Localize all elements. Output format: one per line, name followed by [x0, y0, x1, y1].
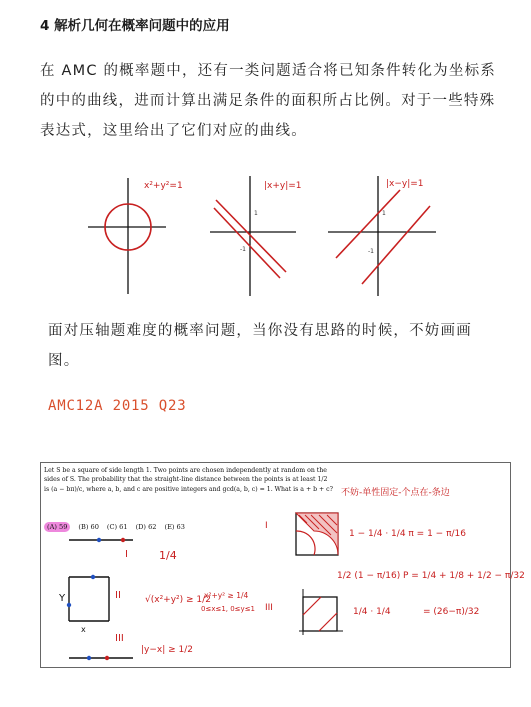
result-case-ii: 1/2 (1 − π/16): [337, 571, 401, 581]
section-heading: 4 解析几何在概率问题中的应用: [40, 18, 230, 34]
formula-case-ii: √(x²+y²) ≥ 1/2: [145, 595, 211, 605]
curve-sketches: [88, 172, 448, 300]
result-case-iii: 1/4 · 1/4: [353, 607, 391, 617]
condition-case-ii: x²+y² ≥ 1/4: [204, 591, 249, 600]
label-case-i: I: [125, 549, 128, 560]
choice-c: (C) 61: [106, 523, 128, 531]
curve-label-circle: x²+y²=1: [144, 181, 183, 191]
range-case-ii: 0≤x≤1, 0≤y≤1: [201, 605, 256, 613]
region-label-iii: III: [265, 603, 273, 613]
note-fix-point: 不妨-单性固定-个点在-条边: [341, 488, 450, 498]
choice-b: (B) 60: [78, 523, 99, 531]
advice-paragraph: 面对压轴题难度的概率问题，当你没有思路的时候，不妨画画图。: [48, 323, 472, 369]
tick-mark: 1: [382, 210, 386, 217]
prob-case-i: 1/4: [159, 549, 177, 562]
curve-label-diff: |x−y|=1: [386, 179, 424, 189]
choice-d: (D) 62: [135, 523, 157, 531]
label-case-iii: III: [115, 633, 124, 644]
label-case-ii: II: [115, 590, 121, 601]
formula-case-iii: |y−x| ≥ 1/2: [141, 645, 194, 655]
sketch-circle: [88, 178, 183, 294]
curve-label-sum: |x+y|=1: [264, 181, 302, 191]
choice-e: (E) 63: [164, 523, 185, 531]
solution-panel: [40, 462, 525, 668]
total-probability: P = 1/4 + 1/8 + 1/2 − π/32: [403, 571, 525, 581]
sketch-sum-lines: [210, 176, 302, 296]
tick-mark: -1: [240, 246, 246, 253]
intro-paragraph: 在 AMC 的概率题中，还有一类问题适合将已知条件转化为坐标系的中的曲线，进而计算出满足条件的面积所占比例。对于一些特殊表达式，这里给出了它们对应的曲线。: [40, 63, 496, 139]
sketch-diff-lines: [328, 176, 436, 296]
problem-statement: Let S be a square of side length 1. Two points are chosen independently at random on the sides of S. The probability that the straight-line distance between the points is at least 1/2 is (a − bπ)/c, where a, b, and c are positive integers and gcd(a, b, c) = 1. What is a + b + c?: [44, 467, 333, 493]
axis-x-label: x: [81, 625, 86, 634]
axis-y-label: Y: [59, 593, 66, 604]
result-case-i: 1 − 1/4 · 1/4 π = 1 − π/16: [349, 529, 466, 539]
tick-mark: -1: [368, 248, 374, 255]
tick-mark: 1: [254, 210, 258, 217]
region-label-i: I: [265, 521, 268, 531]
problem-reference: AMC12A 2015 Q23: [48, 398, 187, 414]
final-answer: = (26−π)/32: [423, 607, 480, 617]
choice-a: (A) 59: [44, 522, 70, 532]
